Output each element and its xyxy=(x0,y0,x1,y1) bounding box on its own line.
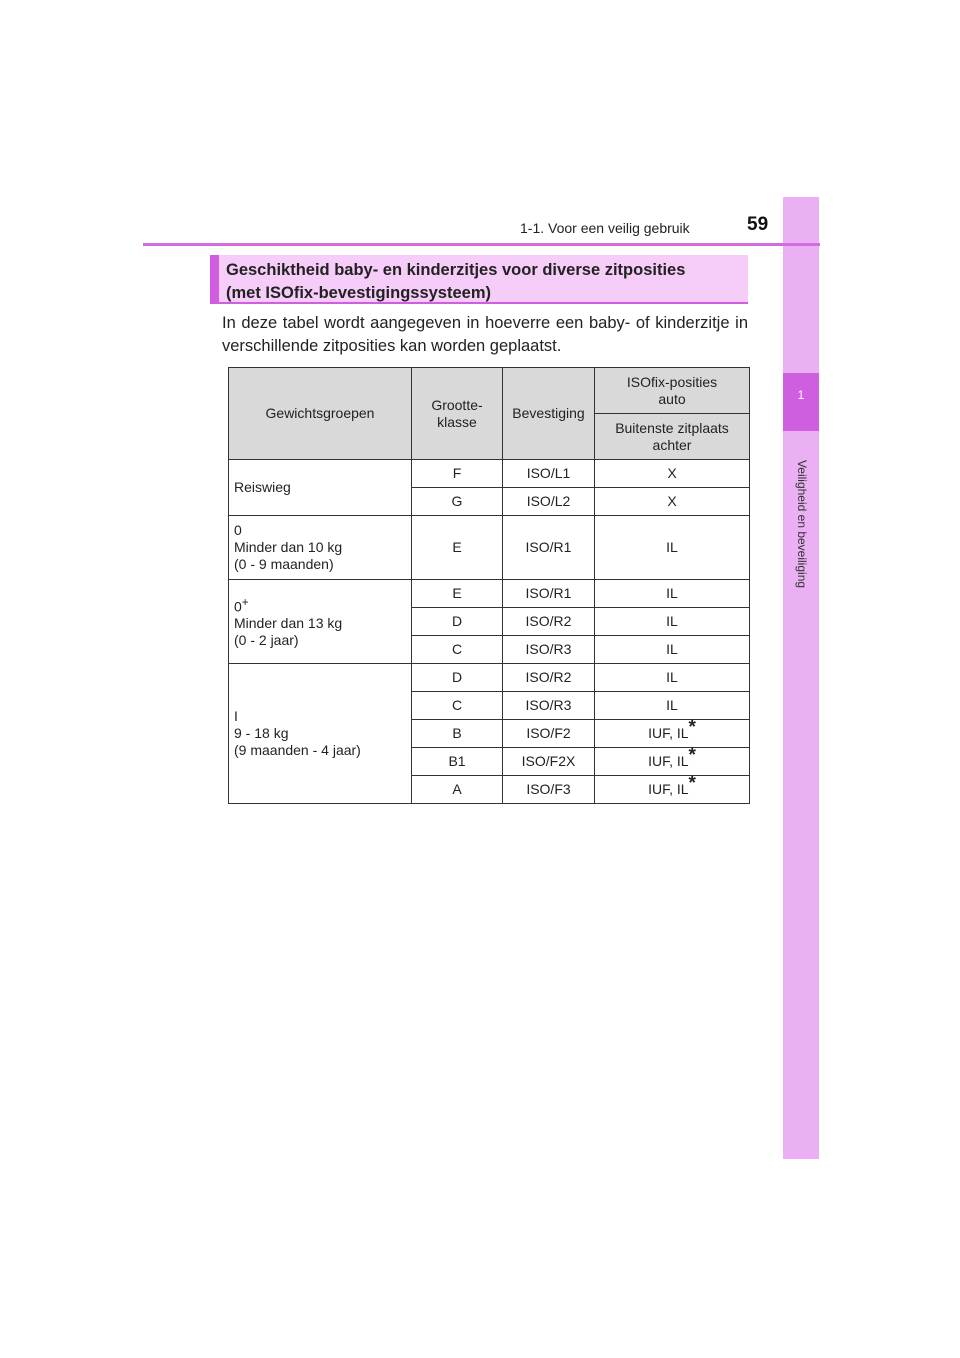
size-class-cell: G xyxy=(412,488,503,516)
chapter-marker xyxy=(783,373,819,431)
chapter-number: 1 xyxy=(797,388,805,402)
chapter-title: Veiligheid en beveiliging xyxy=(795,459,809,589)
weight-group-label-sup: + xyxy=(241,595,249,609)
suitability-cell: IL xyxy=(595,608,750,636)
section-heading-line1: Geschiktheid baby- en kinderzitjes voor diverse zitposities xyxy=(226,261,686,279)
fixture-cell: ISO/L1 xyxy=(503,460,595,488)
suitability-cell: IL xyxy=(595,516,750,580)
table-body xyxy=(229,368,750,804)
fixture-cell: ISO/R2 xyxy=(503,608,595,636)
size-class-cell: C xyxy=(412,636,503,664)
fixture-cell: ISO/R1 xyxy=(503,516,595,580)
page-number: 59 xyxy=(747,214,769,235)
fixture-cell: ISO/L2 xyxy=(503,488,595,516)
header-outer-rear xyxy=(595,414,750,460)
weight-group-line: (0 - 9 maanden) xyxy=(234,556,334,572)
fixture-cell: ISO/F3 xyxy=(503,776,595,804)
weight-group-line: Minder dan 13 kg xyxy=(234,615,343,632)
weight-group-line: 9 - 18 kg xyxy=(234,725,289,741)
table-row xyxy=(229,516,750,580)
weight-group-cell xyxy=(229,460,412,516)
suitability-cell: IUF, IL * xyxy=(595,748,750,776)
size-class-cell: A xyxy=(412,776,503,804)
table-row xyxy=(229,580,750,608)
weight-group-label-base: 0 xyxy=(234,598,242,615)
weight-group-line: Minder dan 10 kg xyxy=(234,539,343,555)
header-positions-line2: auto xyxy=(658,390,686,407)
size-class-cell: E xyxy=(412,580,503,608)
weight-group-line: 0 xyxy=(234,522,242,538)
weight-group-cell xyxy=(229,516,412,580)
header-positions xyxy=(595,368,750,414)
section-heading xyxy=(210,255,748,304)
header-outer-rear-line2: achter xyxy=(652,436,692,453)
header-weight-group: Gewichtsgroepen xyxy=(229,368,412,460)
weight-group-line: I xyxy=(234,708,238,724)
weight-group-line: (9 maanden - 4 jaar) xyxy=(234,742,361,758)
suitability-cell: IL xyxy=(595,664,750,692)
size-class-cell: F xyxy=(412,460,503,488)
fixture-cell: ISO/R3 xyxy=(503,692,595,720)
header-fixture: Bevestiging xyxy=(503,368,595,460)
fixture-cell: ISO/R2 xyxy=(503,664,595,692)
fixture-cell: ISO/F2 xyxy=(503,720,595,748)
header-size-class-line2: klasse xyxy=(437,413,477,430)
header-outer-rear-line1: Buitenste zitplaats xyxy=(615,419,729,436)
running-header: 1-1. Voor een veilig gebruik xyxy=(520,220,690,236)
size-class-cell: C xyxy=(412,692,503,720)
size-class-cell: B xyxy=(412,720,503,748)
weight-group-cell xyxy=(229,580,412,664)
isofix-table xyxy=(228,367,750,804)
section-heading-line2: (met ISOfix-bevestigingssysteem) xyxy=(226,284,491,302)
fixture-cell: ISO/R1 xyxy=(503,580,595,608)
suitability-cell: IUF, IL * xyxy=(595,720,750,748)
size-class-cell: D xyxy=(412,608,503,636)
suitability-cell: IL xyxy=(595,580,750,608)
weight-group-line: (0 - 2 jaar) xyxy=(234,632,299,649)
suitability-cell: IL xyxy=(595,636,750,664)
intro-paragraph: In deze tabel wordt aangegeven in hoeverre een baby- of kinderzitje in verschillende zitposities kan worden geplaatst. xyxy=(222,314,748,355)
fixture-cell: ISO/R3 xyxy=(503,636,595,664)
weight-group-label xyxy=(234,594,407,616)
fixture-cell: ISO/F2X xyxy=(503,748,595,776)
suitability-cell: X xyxy=(595,460,750,488)
suitability-cell: X xyxy=(595,488,750,516)
size-class-cell: E xyxy=(412,516,503,580)
weight-group-cell xyxy=(229,664,412,804)
header-size-class-line1: Grootte- xyxy=(431,396,483,413)
size-class-cell: B1 xyxy=(412,748,503,776)
suitability-cell: IUF, IL * xyxy=(595,776,750,804)
weight-group-line: Reiswieg xyxy=(234,479,291,495)
header-rule xyxy=(143,243,820,246)
suitability-cell: IL xyxy=(595,692,750,720)
table-row xyxy=(229,664,750,692)
size-class-cell: D xyxy=(412,664,503,692)
table-row xyxy=(229,460,750,488)
header-positions-line1: ISOfix-posities xyxy=(626,373,718,390)
side-tab xyxy=(783,197,819,1159)
header-size-class xyxy=(412,368,503,460)
